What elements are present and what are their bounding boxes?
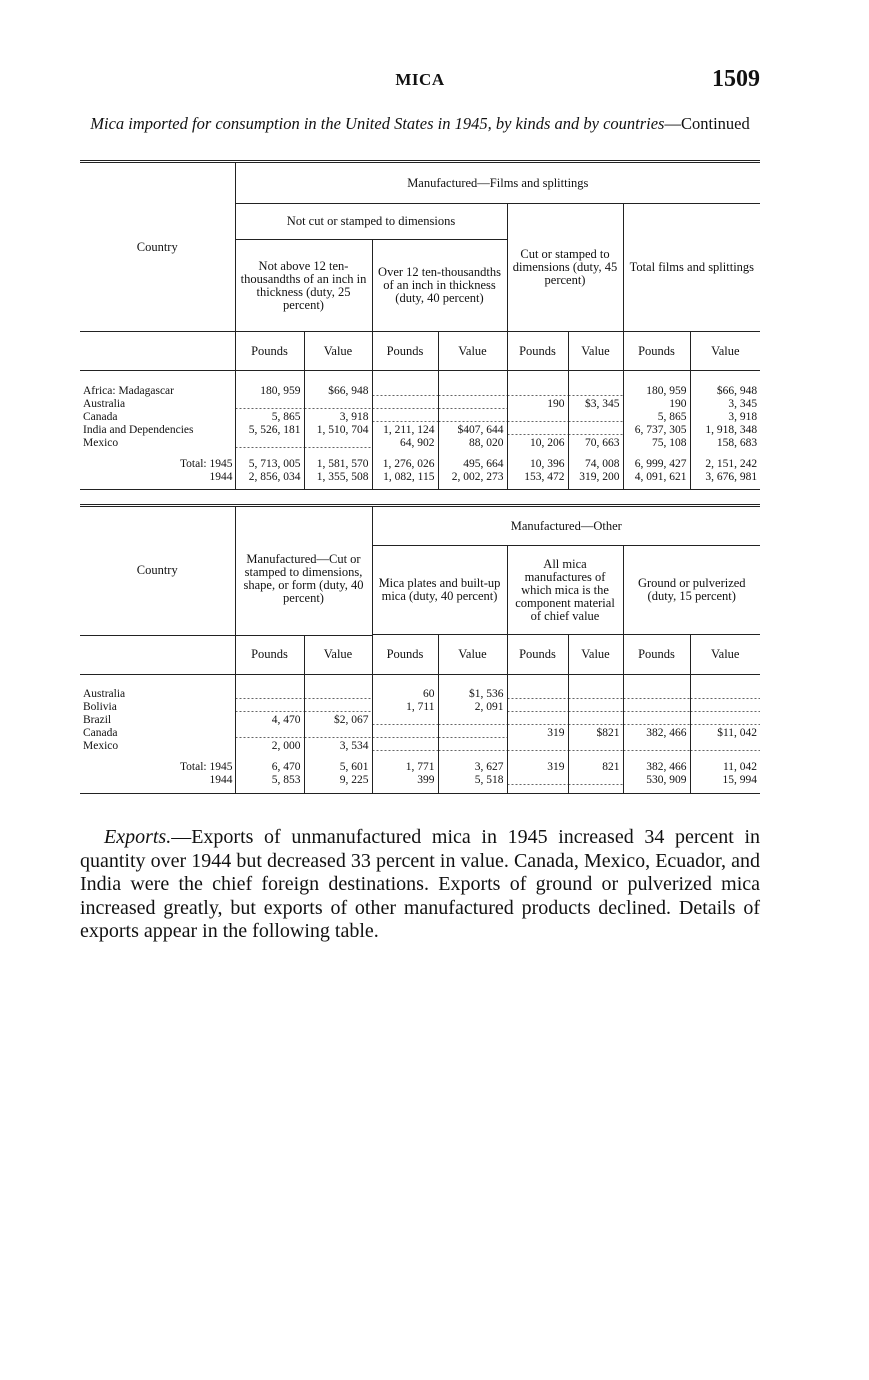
unit-header: Value [690, 332, 760, 371]
data-cell [568, 424, 623, 437]
data-cell: $821 [568, 727, 623, 740]
data-cell: 530, 909 [623, 774, 690, 787]
data-cell [438, 385, 507, 398]
data-cell: 4, 470 [235, 714, 304, 727]
table-row [80, 385, 760, 398]
data-cell [690, 714, 760, 727]
col-over-12: Over 12 ten-thousandths of an inch in thickness (duty, 40 percent) [372, 240, 507, 332]
country-header: Country [80, 162, 235, 332]
col-cut-stamped: Cut or stamped to dimensions (duty, 45 percent) [507, 204, 623, 332]
data-cell: 60 [372, 688, 438, 701]
data-cell [690, 740, 760, 753]
data-cell [623, 701, 690, 714]
country-name: Australia [83, 688, 126, 701]
total-row [80, 471, 760, 484]
exports-paragraph [80, 826, 760, 944]
unit-header: Value [568, 332, 623, 371]
data-cell: 64, 902 [372, 437, 438, 450]
data-cell [438, 411, 507, 424]
films-splittings-table [80, 160, 760, 490]
data-cell: 74, 008 [568, 458, 623, 471]
data-cell [568, 688, 623, 701]
table-row [80, 437, 760, 450]
data-cell [372, 727, 438, 740]
col-total-films: Total films and splittings [623, 204, 760, 332]
data-cell: 2, 091 [438, 701, 507, 714]
data-cell: 821 [568, 761, 623, 774]
data-cell: 2, 002, 273 [438, 471, 507, 484]
caption-suffix: —Continued [664, 114, 750, 133]
data-cell: 319 [507, 727, 568, 740]
data-cell: 5, 601 [304, 761, 372, 774]
data-cell: 10, 396 [507, 458, 568, 471]
table-caption [80, 114, 760, 133]
data-cell: 319 [507, 761, 568, 774]
data-cell [690, 688, 760, 701]
data-cell: 70, 663 [568, 437, 623, 450]
exports-lead: Exports. [104, 826, 172, 848]
data-cell: 15, 994 [690, 774, 760, 787]
data-cell [507, 740, 568, 753]
data-cell: 6, 470 [235, 761, 304, 774]
data-cell: $407, 644 [438, 424, 507, 437]
data-cell: $1, 536 [438, 688, 507, 701]
table-row [80, 424, 760, 437]
data-cell [372, 398, 438, 411]
data-cell [304, 701, 372, 714]
data-cell [235, 701, 304, 714]
data-cell: 3, 345 [690, 398, 760, 411]
total-label: Total: 1945 [179, 457, 233, 470]
data-cell: 158, 683 [690, 437, 760, 450]
data-cell: 1, 082, 115 [372, 471, 438, 484]
data-cell: 1, 771 [372, 761, 438, 774]
page-header [80, 66, 760, 94]
data-cell [235, 437, 304, 450]
data-cell [690, 701, 760, 714]
data-cell: $2, 067 [304, 714, 372, 727]
data-cell: 1, 355, 508 [304, 471, 372, 484]
table-row [80, 411, 760, 424]
data-cell: 1, 276, 026 [372, 458, 438, 471]
data-cell: 382, 466 [623, 761, 690, 774]
data-cell [304, 688, 372, 701]
data-cell: 495, 664 [438, 458, 507, 471]
unit-header: Value [438, 332, 507, 371]
country-name: Canada [83, 410, 118, 423]
data-cell: 190 [623, 398, 690, 411]
data-cell: $11, 042 [690, 727, 760, 740]
col-cut-shape-form: Manufactured—Cut or stamped to dimensions, shape, or form (duty, 40 percent) [235, 506, 372, 635]
total-row [80, 761, 760, 774]
data-cell: 2, 000 [235, 740, 304, 753]
data-cell [507, 424, 568, 437]
exports-text: —Exports of unmanufactured mica in 1945 increased 34 percent in quantity over 1944 but decreased 33 percent in value. Canada, Mexico, Ecuador, and India were the chief foreign destinations. Exports of ground or pulverized mica increased greatly, but exports of other manufactured products declined. Details of exports appear in the following table. [80, 826, 760, 942]
unit-header: Value [690, 635, 760, 674]
table-row [80, 727, 760, 740]
data-cell: 5, 865 [623, 411, 690, 424]
units-spacer [80, 332, 235, 371]
subgroup-not-cut: Not cut or stamped to dimensions [235, 204, 507, 240]
data-cell [304, 398, 372, 411]
unit-header: Value [568, 635, 623, 674]
group-header-other: Manufactured—Other [372, 506, 760, 546]
data-cell: 1, 211, 124 [372, 424, 438, 437]
data-cell: 5, 853 [235, 774, 304, 787]
col-plates-built-up: Mica plates and built-up mica (duty, 40 percent) [372, 546, 507, 635]
unit-header: Pounds [623, 332, 690, 371]
country-name: Brazil [83, 714, 112, 727]
country-header: Country [80, 506, 235, 636]
data-cell: 3, 918 [304, 411, 372, 424]
data-cell: 9, 225 [304, 774, 372, 787]
data-cell [507, 701, 568, 714]
data-cell [372, 411, 438, 424]
data-cell: 5, 865 [235, 411, 304, 424]
data-cell: 5, 526, 181 [235, 424, 304, 437]
data-cell [507, 714, 568, 727]
data-cell: 5, 713, 005 [235, 458, 304, 471]
data-cell: 5, 518 [438, 774, 507, 787]
unit-header: Value [304, 635, 372, 674]
data-cell: $3, 345 [568, 398, 623, 411]
data-cell [438, 727, 507, 740]
unit-header: Pounds [507, 332, 568, 371]
data-cell [568, 740, 623, 753]
data-cell [372, 385, 438, 398]
data-cell [507, 688, 568, 701]
data-cell [623, 688, 690, 701]
data-cell [507, 774, 568, 787]
data-cell: 88, 020 [438, 437, 507, 450]
unit-header: Pounds [372, 635, 438, 674]
data-cell: 3, 627 [438, 761, 507, 774]
data-cell: 180, 959 [235, 385, 304, 398]
running-title: MICA [395, 70, 445, 89]
country-name: Mexico [83, 740, 119, 753]
table-row [80, 701, 760, 714]
data-cell: 180, 959 [623, 385, 690, 398]
data-cell: $66, 948 [304, 385, 372, 398]
data-cell [623, 740, 690, 753]
page-number: 1509 [712, 66, 760, 92]
unit-header: Value [438, 635, 507, 674]
data-cell [568, 411, 623, 424]
data-cell: 382, 466 [623, 727, 690, 740]
country-name: India and Dependencies [83, 423, 194, 436]
unit-header: Pounds [507, 635, 568, 674]
col-not-above-12: Not above 12 ten-thousandths of an inch in thickness (duty, 25 percent) [235, 240, 372, 332]
unit-header: Value [304, 332, 372, 371]
data-cell [568, 774, 623, 787]
unit-header: Pounds [623, 635, 690, 674]
table-row [80, 398, 760, 411]
data-cell [304, 437, 372, 450]
data-cell: 1, 581, 570 [304, 458, 372, 471]
units-spacer [80, 635, 235, 674]
unit-header: Pounds [372, 332, 438, 371]
data-cell [235, 398, 304, 411]
data-cell [507, 385, 568, 398]
data-cell: 399 [372, 774, 438, 787]
group-header-films: Manufactured—Films and splittings [235, 162, 760, 204]
data-cell: 2, 856, 034 [235, 471, 304, 484]
country-name: Canada [83, 727, 118, 740]
data-cell [372, 740, 438, 753]
data-cell [235, 727, 304, 740]
data-cell: 2, 151, 242 [690, 458, 760, 471]
data-cell: 75, 108 [623, 437, 690, 450]
data-cell: 3, 676, 981 [690, 471, 760, 484]
data-cell [304, 727, 372, 740]
data-cell: 1, 510, 704 [304, 424, 372, 437]
country-name: Mexico [83, 436, 119, 449]
unit-header: Pounds [235, 635, 304, 674]
data-cell: 11, 042 [690, 761, 760, 774]
total-label: 1944 [209, 470, 233, 483]
data-cell: 1, 711 [372, 701, 438, 714]
data-cell: 153, 472 [507, 471, 568, 484]
data-cell: 3, 534 [304, 740, 372, 753]
data-cell: $66, 948 [690, 385, 760, 398]
data-cell: 190 [507, 398, 568, 411]
col-all-manufactures: All mica manufactures of which mica is the component material of chief value [507, 546, 623, 635]
data-cell [372, 714, 438, 727]
table-row [80, 714, 760, 727]
data-cell [568, 714, 623, 727]
country-name: Australia [83, 397, 126, 410]
other-manufactured-table [80, 504, 760, 794]
caption-italic: Mica imported for consumption in the United States in 1945, by kinds and by countries [90, 114, 665, 133]
country-name: Africa: Madagascar [83, 384, 174, 397]
data-cell: 6, 999, 427 [623, 458, 690, 471]
total-row [80, 774, 760, 787]
data-cell: 319, 200 [568, 471, 623, 484]
data-cell [507, 411, 568, 424]
data-cell: 10, 206 [507, 437, 568, 450]
data-cell: 4, 091, 621 [623, 471, 690, 484]
data-cell: 1, 918, 348 [690, 424, 760, 437]
col-ground-pulverized: Ground or pulverized (duty, 15 percent) [623, 546, 760, 635]
total-row [80, 458, 760, 471]
country-name: Bolivia [83, 701, 117, 714]
data-cell [438, 398, 507, 411]
data-cell: 6, 737, 305 [623, 424, 690, 437]
data-cell [568, 385, 623, 398]
total-label: Total: 1945 [179, 761, 233, 774]
data-cell [623, 714, 690, 727]
data-cell [235, 688, 304, 701]
table-row [80, 688, 760, 701]
data-cell [438, 740, 507, 753]
unit-header: Pounds [235, 332, 304, 371]
data-cell [568, 701, 623, 714]
data-cell [438, 714, 507, 727]
table-row [80, 740, 760, 753]
data-cell: 3, 918 [690, 411, 760, 424]
total-label: 1944 [209, 774, 233, 787]
